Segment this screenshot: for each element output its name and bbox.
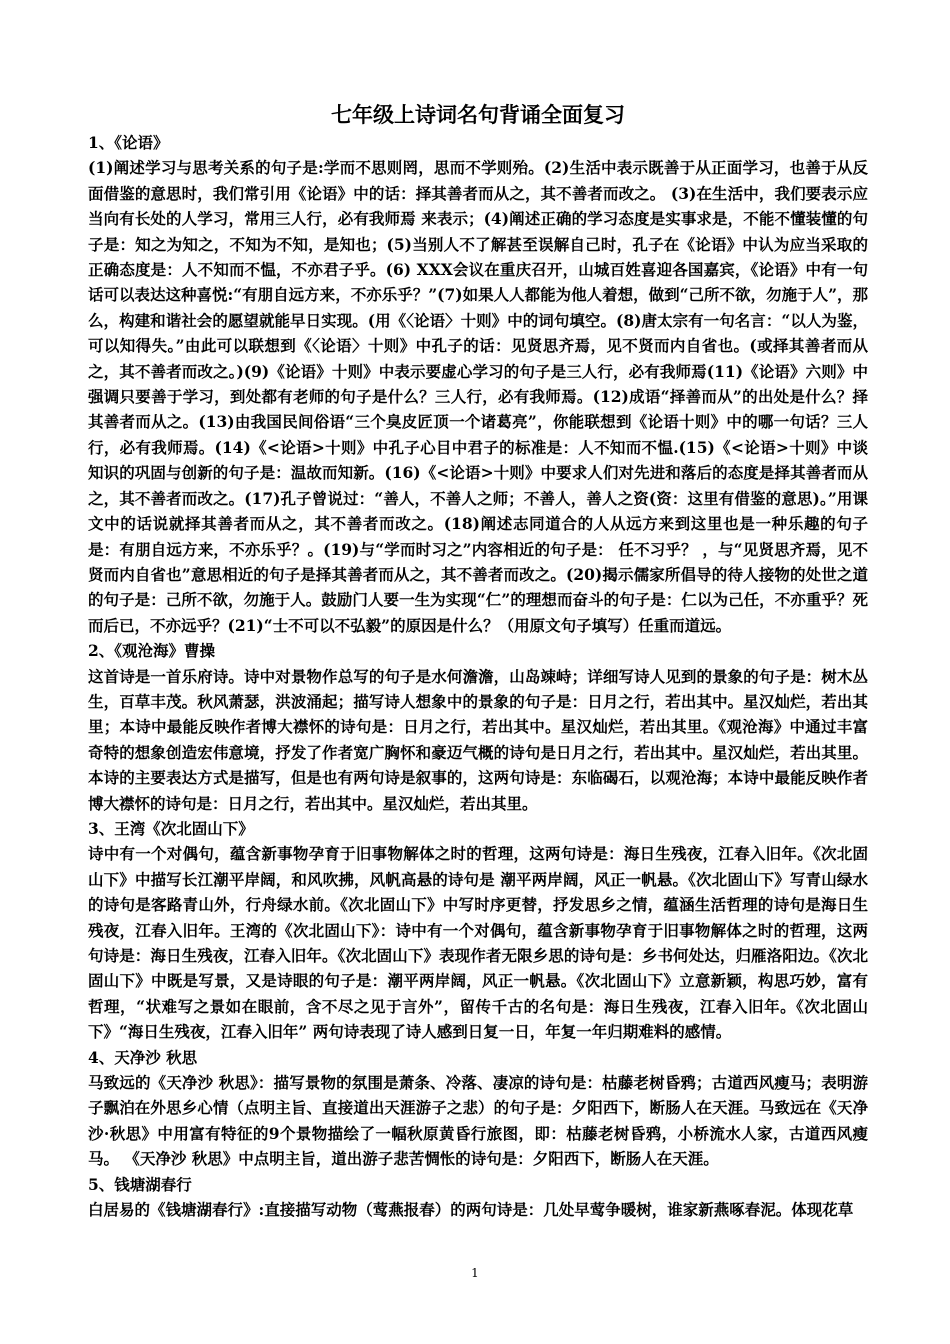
section-heading-qiantanghu: 5、钱塘湖春行 <box>88 1174 192 1194</box>
section-text-lunyu: (1)阐述学习与思考关系的句子是:学而不思则罔，思而不学则殆。(2)生活中表示既善于从正面学习，也善于从反面借鉴的意思时，我们常引用《论语》中的话：择其善者而从之，其不善者而改之。 (3)在生活中，我们要表示应当向有长处的人学习，常用三人行，必有我师焉 来表示；(4)阐述正确的学习态度是实事求是，不能不懂装懂的句子是：知之为知之，不知为不知，是知也；(5)当别人不了解甚至误解自己时，孔子在《论语》中认为应当采取的正确态度是：人不知而不愠，不亦君子乎。(6) XXX会议在重庆召开，山城百姓喜迎各国嘉宾，《论语》中有一句话可以表达这种喜悦:“有朋自远方来，不亦乐乎？”(7)如果人人都能为他人着想，做到“己所不欲，勿施于人”，那么，构建和谐社会的愿望就能早日实现。(用《〈论语〉十则》中的词句填空。(8)唐太宗有一句名言：“以人为鉴，可以知得失。”由此可以联想到《〈论语〉十则》中孔子的话：见贤思齐焉，见不贤而内自省也。(或择其善者而从之，其不善者而改之。)(9)《论语》十则》中表示要虚心学习的句子是三人行，必有我师焉(11)《论语》六则》中强调只要善于学习，到处都有老师的句子是什么？三人行，必有我师焉。(12)成语“择善而从”的出处是什么？择其善者而从之。(13)由我国民间俗语“三个臭皮匠顶一个诸葛亮”，你能联想到《论语十则》中的哪一句话？三人行，必有我师焉。(14)《<论语>十则》中孔子心目中君子的标准是：人不知而不愠.(15)《<论语>十则》中谈知识的巩固与创新的句子是：温故而知新。(16)《<论语>十则》中要求人们对先进和落后的态度是择其善者而从之，其不善者而改之。(17)孔子曾说过：“善人，不善人之师；不善人，善人之资(资：这里有借鉴的意思)。”用课文中的话说就择其善者而从之，其不善者而改之。(18)阐述志同道合的人从远方来到这里也是一种乐趣的句子是：有朋自远方来，不亦乐乎？。(19)与“学而时习之”内容相近的句子是： 任不习乎？ ，与“见贤思齐焉，见不贤而内自省也”意思相近的句子是择其善者而从之，其不善者而改之。(20)揭示儒家所倡导的待人接物的处世之道的句子是：己所不欲，勿施于人。鼓励门人要一生为实现“仁”的理想而奋斗的句子是：仁以为己任，不亦重乎？死而后已，不亦远乎？(21)“士不可以不弘毅”的原因是什么？（用原文句子填写）任重而道远。 <box>88 158 868 635</box>
section-text-qiantanghu: 白居易的《钱塘湖春行》:直接描写动物（莺燕报春）的两句诗是：几处早莺争暖树，谁家新燕啄春泥。体现花草 <box>88 1200 854 1220</box>
document-body <box>88 100 868 1222</box>
section-heading-guancanghai: 2、《观沧海》曹操 <box>88 641 216 661</box>
page-title: 七年级上诗词名句背诵全面复习 <box>331 102 625 127</box>
section-heading-lunyu: 1、《论语》 <box>88 133 169 152</box>
section-text-guancanghai: 这首诗是一首乐府诗。诗中对景物作总写的句子是水何澹澹，山岛竦峙；详细写诗人见到的景象的句子是：树木丛生，百草丰茂。秋风萧瑟，洪波涌起；描写诗人想象中的景象的句子是：日月之行，若出其中。星汉灿烂，若出其里；本诗中最能反映作者博大襟怀的诗句是：日月之行，若出其中。星汉灿烂，若出其里。《观沧海》中通过丰富奇特的想象创造宏伟意境，抒发了作者宽广胸怀和豪迈气概的诗句是日月之行，若出其中。星汉灿烂，若出其里。本诗的主要表达方式是描写，但是也有两句诗是叙事的，这两句诗是：东临碣石，以观沧海；本诗中最能反映作者博大襟怀的诗句是：日月之行，若出其中。星汉灿烂，若出其里。 <box>88 666 868 813</box>
page-number: 1 <box>471 1266 479 1280</box>
section-heading-tianjingsha: 4、天净沙 秋思 <box>88 1047 198 1067</box>
section-text-tianjingsha: 马致远的《天净沙 秋思》：描写景物的氛围是萧条、冷落、凄凉的诗句是：枯藤老树昏鸦；古道西风瘦马；表明游子飘泊在外思乡心情（点明主旨、直接道出天涯游子之悲）的句子是：夕阳西下，断肠人在天涯。马致远在《天净沙·秋思》中用富有特征的9个景物描绘了一幅秋原黄昏行旅图，即：枯藤老树昏鸦，小桥流水人家，古道西风瘦马。 《天净沙 秋思》中点明主旨，道出游子悲苦惆怅的诗句是：夕阳西下，断肠人在天涯。 <box>88 1073 868 1169</box>
section-heading-cibeigushanxia: 3、王湾《次北固山下》 <box>88 818 254 838</box>
section-text-cibeigushanxia: 诗中有一个对偶句，蕴含新事物孕育于旧事物解体之时的哲理，这两句诗是：海日生残夜，江春入旧年。《次北固山下》中描写长江潮平岸阔，和风吹拂，风帆高悬的诗句是 潮平两岸阔，风正一帆悬。《次北固山下》写青山绿水的诗句是客路青山外，行舟绿水前。《次北固山下》中写时序更替，抒发思乡之情，蕴涵生活哲理的诗句是海日生残夜，江春入旧年。王湾的《次北固山下》：诗中有一个对偶句，蕴含新事物孕育于旧事物解体之时的哲理，这两句诗是：海日生残夜，江春入旧年。《次北固山下》表现作者无限乡思的诗句是：乡书何处达，归雁洛阳边。《次北固山下》中既是写景，又是诗眼的句子是：潮平两岸阔，风正一帆悬。《次北固山下》立意新颖，构思巧妙，富有哲理，“状难写之景如在眼前，含不尽之见于言外”，留传千古的名句是：海日生残夜，江春入旧年。《次北固山下》“海日生残夜，江春入旧年” 两句诗表现了诗人感到日复一日，年复一年归期难料的感情。 <box>88 844 868 1042</box>
